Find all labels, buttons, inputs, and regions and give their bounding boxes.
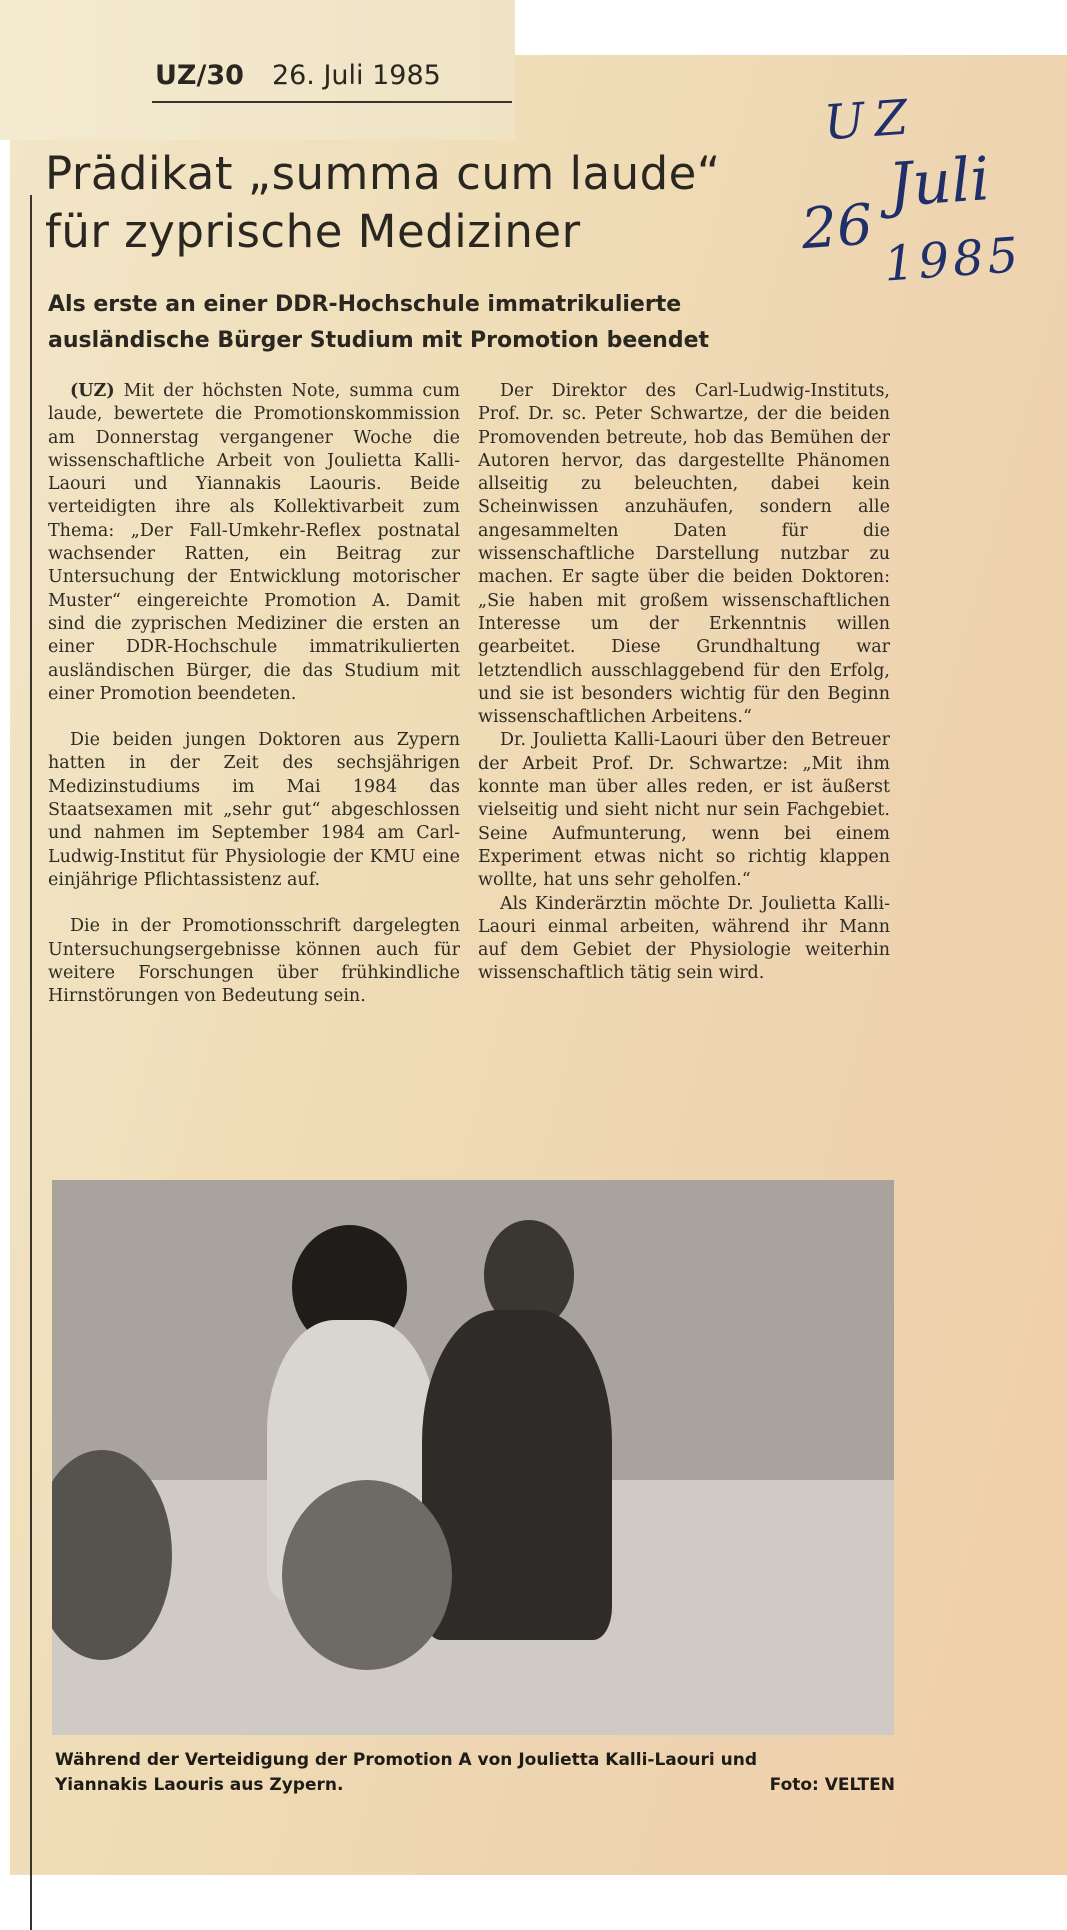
article-paragraph: Dr. Joulietta Kalli-Laouri über den Betreuer der Arbeit Prof. Dr. Schwartze: „Mit ihm konnte man über alles reden, er ist äußerst vielseitig und sieht nicht nur sein Fachgebiet. Seine Aufmunterung, wenn bei einem Experiment etwas nicht so richtig klappen wollte, hat uns sehr geholfen.“ [478,730,890,891]
masthead-source: UZ/30 [155,60,244,91]
article-column-left [48,380,460,1031]
article-paragraph [48,380,460,706]
masthead-date: 26. Juli 1985 [271,60,441,91]
column-rule [30,195,32,1930]
headline-line-2: für zyprische Mediziner [45,205,581,258]
headline-line-1: Prädikat „summa cum laude“ [45,147,721,200]
photo-caption [55,1748,895,1798]
handwritten-day: 26 [799,192,875,263]
handwritten-year: 1985 [882,227,1024,293]
article-dateline: (UZ) [70,381,115,401]
headline [45,145,825,261]
article-paragraph: Der Direktor des Carl-Ludwig-Instituts, Prof. Dr. sc. Peter Schwartze, der die beiden Promovenden betreute, hob das Bemühen der Autoren hervor, das dargestellte Phänomen allseitig zu beleuchten, dabei kein Scheinwissen anzuhäufen, sondern alle angesammelten Daten für die wissenschaftliche Darstellung nutzbar zu machen. Er sagte über die beiden Doktoren: „Sie haben mit großem wissenschaftlichen Interesse um der Erkenntnis willen gearbeitet. Diese Grundhaltung war letztendlich ausschlaggebend für den Erfolg, und sie ist besonders wichtig für den Beginn wissenschaftlichen Arbeitens.“ [478,381,890,728]
article-paragraph-text: Mit der höchsten Note, summa cum laude, bewertete die Promotionskommission am Donnerstag vergangener Woche die wissenschaftliche Arbeit von Joulietta Kalli-Laouri und Yiannakis Laouris. Beide verteidigten ihre als Kollektivarbeit zum Thema: „Der Fall-Umkehr-Reflex postnatal wachsender Ratten, ein Beitrag zur Untersuchung der Entwicklung motorischer Muster“ eingereichte Promotion A. Damit sind die zyprischen Mediziner die ersten an einer DDR-Hochschule immatrikulierten ausländischen Bürger, die das Studium mit einer Promotion beendeten. [48,381,460,704]
article-paragraph: Die in der Promotionsschrift dargelegten Untersuchungsergebnisse können auch für weitere Forschungen über frühkindliche Hirnstörungen von Bedeutung sein. [48,916,460,1007]
photo-caption-text: Während der Verteidigung der Promotion A von Joulietta Kalli-Laouri und Yiannakis Laouris aus Zypern. [55,1750,758,1795]
article-column-right [478,380,890,986]
article-photo [52,1180,894,1735]
article-paragraph: Die beiden jungen Doktoren aus Zypern hatten in der Zeit des sechsjährigen Medizinstudiums im Mai 1984 das Staatsexamen mit „sehr gut“ abgeschlossen und nahmen im September 1984 am Carl-Ludwig-Institut für Physiologie der KMU eine einjährige Pflichtassistenz auf. [48,730,460,890]
subheadline-line-2: ausländische Bürger Studium mit Promotion beendet [48,328,710,353]
subheadline-line-1: Als erste an einer DDR-Hochschule immatrikulierte [48,292,682,317]
photo-credit: Foto: VELTEN [769,1775,895,1795]
photo-person-audience-2 [282,1480,452,1670]
masthead [155,60,441,91]
masthead-rule [152,101,512,103]
handwritten-month: Juli [886,144,992,222]
subheadline [48,287,808,359]
handwritten-source: UZ [822,88,920,152]
article-paragraph: Als Kinderärztin möchte Dr. Joulietta Kalli-Laouri einmal arbeiten, während ihr Mann auf dem Gebiet der Physiologie weiterhin wissenschaftlich tätig sein wird. [478,893,890,984]
